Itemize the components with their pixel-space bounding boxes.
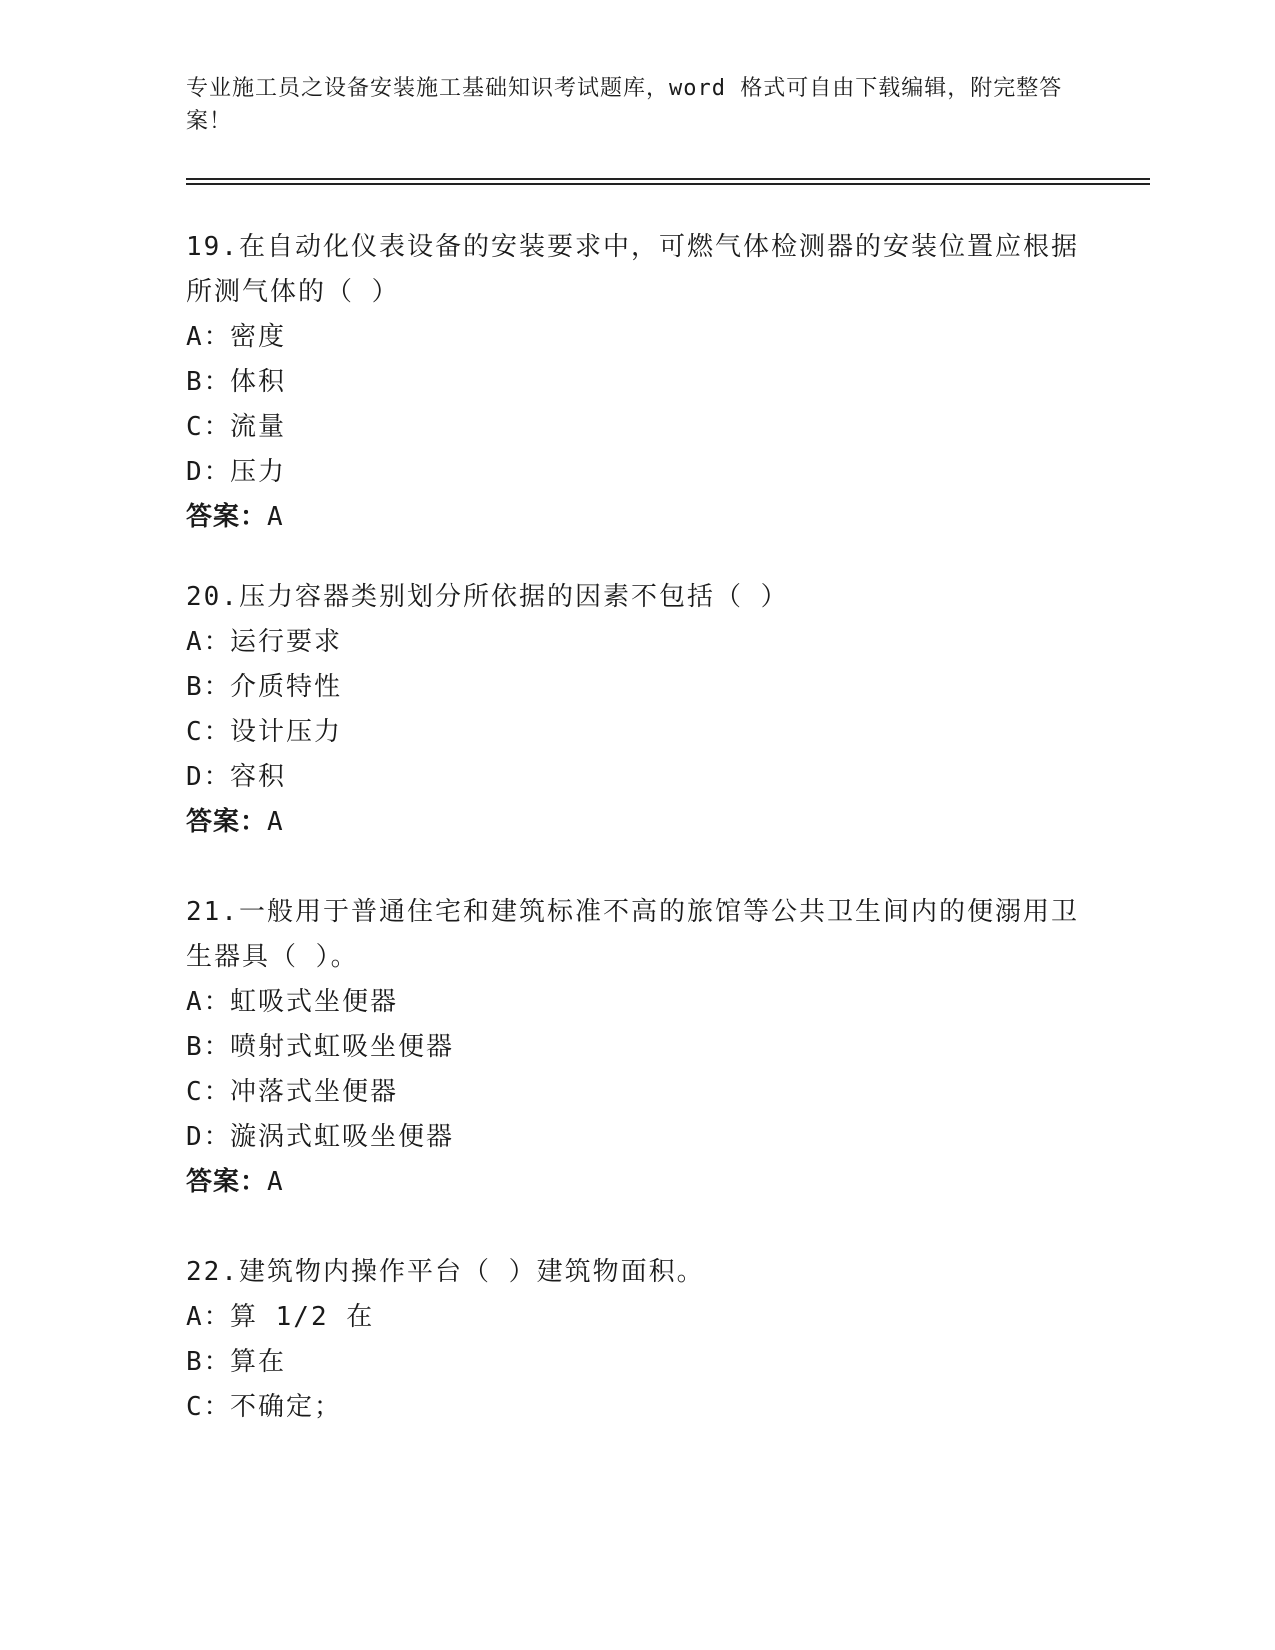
option-d: D： 容积 bbox=[186, 762, 287, 792]
option-b: B： 介质特性 bbox=[186, 672, 343, 702]
option-a: A： 密度 bbox=[186, 322, 287, 352]
question-22 bbox=[186, 1250, 1086, 1430]
question-number: 20. bbox=[186, 582, 239, 612]
option-b: B： 算在 bbox=[186, 1347, 287, 1377]
question-text: 20.压力容器类别划分所依据的因素不包括（ ） bbox=[186, 582, 789, 612]
document-intro: 专业施工员之设备安装施工基础知识考试题库，word 格式可自由下载编辑，附完整答案！ bbox=[186, 76, 1063, 134]
option-c: C： 冲落式坐便器 bbox=[186, 1077, 399, 1107]
option-c: C： 流量 bbox=[186, 412, 287, 442]
answer-line bbox=[186, 800, 1086, 845]
answer-value: A bbox=[267, 1167, 284, 1197]
answer-label: 答案： bbox=[186, 807, 268, 837]
option-a: A： 虹吸式坐便器 bbox=[186, 987, 399, 1017]
header-divider-top bbox=[186, 178, 1150, 180]
question-21 bbox=[186, 890, 1086, 1205]
question-text: 19.在自动化仪表设备的安装要求中，可燃气体检测器的安装位置应根据所测气体的（ ） bbox=[186, 232, 1079, 307]
question-19 bbox=[186, 225, 1086, 540]
option-c: C： 设计压力 bbox=[186, 717, 343, 747]
answer-line bbox=[186, 495, 1086, 540]
question-text: 22.建筑物内操作平台（ ）建筑物面积。 bbox=[186, 1257, 705, 1287]
option-b: B： 喷射式虹吸坐便器 bbox=[186, 1032, 455, 1062]
question-number: 21. bbox=[186, 897, 239, 927]
question-number: 22. bbox=[186, 1257, 239, 1287]
option-a: A： 算 1/2 在 bbox=[186, 1302, 375, 1332]
option-b: B： 体积 bbox=[186, 367, 287, 397]
option-d: D： 漩涡式虹吸坐便器 bbox=[186, 1122, 455, 1152]
option-a: A： 运行要求 bbox=[186, 627, 343, 657]
answer-label: 答案： bbox=[186, 1167, 268, 1197]
answer-value: A bbox=[267, 502, 284, 532]
question-number: 19. bbox=[186, 232, 239, 262]
question-text: 21.一般用于普通住宅和建筑标准不高的旅馆等公共卫生间内的便溺用卫生器具（ ）。 bbox=[186, 897, 1079, 972]
answer-value: A bbox=[267, 807, 284, 837]
question-20 bbox=[186, 575, 1086, 845]
option-d: D： 压力 bbox=[186, 457, 287, 487]
option-c: C： 不确定； bbox=[186, 1392, 343, 1422]
answer-line bbox=[186, 1160, 1086, 1205]
answer-label: 答案： bbox=[186, 502, 268, 532]
header-divider-bottom bbox=[186, 183, 1150, 185]
